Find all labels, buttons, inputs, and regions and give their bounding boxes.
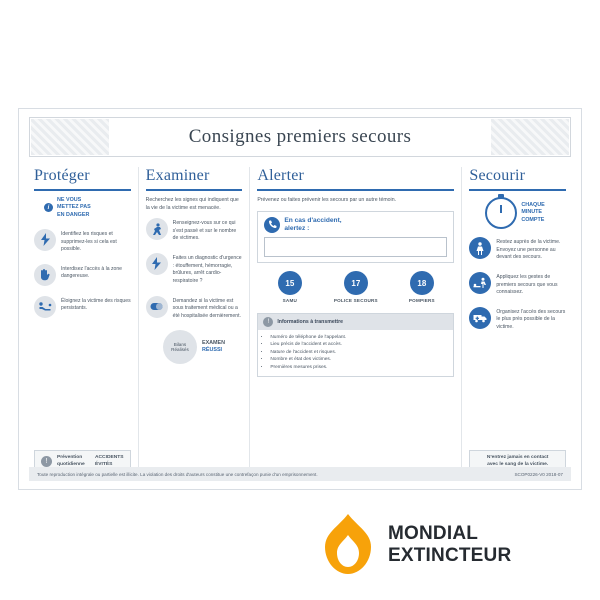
column-heading-examiner: Examiner	[145, 167, 210, 184]
flame-icon	[318, 513, 378, 575]
info-box-title: Informations à transmettre	[277, 319, 344, 325]
list-item	[34, 264, 131, 286]
column-heading-alerter: Alerter	[257, 167, 305, 184]
list-item	[34, 296, 131, 318]
column-intro-examiner: Recherchez les signes qui indiquent que la vie de la victime est menacée.	[145, 197, 239, 211]
badge-line-1: EXAMEN	[201, 340, 226, 347]
info-box-list	[270, 334, 447, 371]
alert-box	[257, 211, 454, 263]
heading-rule	[34, 189, 131, 191]
chrono-line-3: COMPTE	[521, 216, 545, 223]
footer-line-2: avec le sang de la victime.	[487, 461, 549, 467]
list-item	[34, 229, 131, 254]
footer-line-1: N'entrez jamais en contact	[486, 455, 549, 461]
column-secourir	[461, 167, 573, 467]
logo-line-1: MONDIAL	[388, 522, 479, 544]
list-item-text: Identifiez les risques et supprimez-les si cela est possible.	[61, 230, 117, 253]
lightning-icon	[146, 253, 168, 275]
pill-icon	[146, 296, 168, 318]
legal-strip	[29, 467, 571, 481]
list-item: • Premières mesures prises.	[270, 364, 447, 371]
list-item	[469, 307, 566, 332]
list-item-text: Faites un diagnostic d'urgence : étouffement, hémorragie, brûlures, arrêt cardio-respiratoire ?	[172, 254, 242, 284]
number-badge: 15	[278, 271, 302, 295]
info-transmit-box	[257, 313, 454, 377]
alert-title-line-1: En cas d'accident,	[284, 216, 342, 224]
column-heading-secourir: Secourir	[469, 167, 526, 184]
phone-icon	[264, 217, 280, 233]
number-badge: 18	[410, 271, 434, 295]
columns-container	[27, 167, 573, 467]
list-item: • Numéro de téléphone de l'appelant.	[270, 334, 447, 341]
alert-number-input[interactable]	[264, 237, 447, 257]
lightning-icon	[34, 229, 56, 251]
chronometer-badge	[485, 197, 566, 229]
legal-text: Toute reproduction intégrale ou partielle est illicite. La violation des droits d'auteurs constitue une contrefaçon punie d'un emprisonnement.	[37, 471, 318, 477]
list-item	[469, 272, 566, 297]
badge-bilans-text	[202, 340, 225, 354]
bilans-circle	[163, 330, 197, 364]
exclamation-icon: !	[41, 456, 52, 467]
list-item	[469, 237, 566, 262]
info-icon: i	[44, 203, 53, 212]
list-item-text: Demandez si la victime est sous traitement médical ou a été hospitalisée dernièrement.	[172, 297, 241, 319]
emergency-number-samu	[257, 271, 322, 303]
bilans-line-1: Bilans	[173, 341, 187, 347]
page-title: Consignes premiers secours	[173, 126, 428, 148]
danger-line-2: METTEZ PAS	[57, 204, 91, 211]
footer-text-left: Prévention quotidienne	[57, 455, 85, 467]
standing-person-icon	[469, 237, 491, 259]
list-item-text: Appliquez les gestes de premiers secours que vous connaissez.	[496, 273, 558, 296]
number-label: POLICE SECOURS	[333, 298, 378, 303]
legal-reference: SCOP0226-V0 2018-07	[514, 471, 563, 477]
poster-title-band	[29, 117, 571, 157]
ambulance-icon	[469, 307, 491, 329]
list-item: • Nombre et état des victimes.	[270, 356, 447, 363]
column-heading-proteger: Protéger	[34, 167, 90, 184]
bilans-line-2: Réalisés	[171, 347, 189, 353]
column-proteger	[27, 167, 138, 467]
emergency-number-police	[323, 271, 388, 303]
list-item-text: Éloignez la victime des risques persistants.	[61, 297, 131, 312]
rescue-drag-icon	[34, 296, 56, 318]
heading-rule	[469, 189, 566, 191]
badge-line-2: RÉUSSI	[201, 347, 223, 354]
footer-text-right: ACCIDENTS ÉVITÉS	[94, 455, 124, 467]
number-label: SAMU	[282, 298, 297, 303]
danger-warning	[44, 197, 131, 219]
emergency-numbers	[257, 271, 454, 303]
number-label: POMPIERS	[408, 298, 435, 303]
chrono-line-1: CHAQUE	[521, 201, 545, 208]
emergency-number-pompiers	[389, 271, 454, 303]
heading-rule	[146, 189, 243, 191]
list-item: • Nature de l'accident et risques.	[270, 349, 447, 356]
alert-title-line-2: alertez :	[284, 224, 310, 232]
exclamation-icon: !	[263, 317, 273, 327]
stopwatch-icon	[485, 197, 517, 229]
list-item-text: Renseignez-vous sur ce qui s'est passé et sur le nombre de victimes.	[172, 220, 237, 242]
danger-line-1: NE VOUS	[57, 197, 82, 203]
running-person-icon	[146, 218, 168, 240]
list-item-text: Organisez l'accès des secours le plus près possible de la victime.	[496, 308, 566, 331]
brand-logo	[318, 513, 511, 575]
column-intro-alerter: Prévenez ou faites prévenir les secours par un autre témoin.	[257, 197, 397, 203]
logo-line-2: EXTINCTEUR	[388, 544, 512, 566]
badge-bilans	[146, 330, 243, 364]
list-item	[146, 218, 243, 243]
danger-line-3: EN DANGER	[57, 211, 90, 218]
heading-rule	[257, 189, 454, 191]
hand-stop-icon	[34, 264, 56, 286]
list-item	[146, 296, 243, 321]
column-examiner	[138, 167, 250, 467]
number-badge: 17	[344, 271, 368, 295]
list-item	[146, 253, 243, 286]
list-item-text: Restez auprès de la victime. Envoyez une personne au devant des secours.	[496, 239, 561, 261]
cpr-icon	[469, 272, 491, 294]
list-item-text: Interdisez l'accès à la zone dangereuse.	[61, 265, 122, 280]
poster	[18, 108, 582, 490]
chrono-line-2: MINUTE	[521, 209, 543, 216]
column-alerter	[249, 167, 461, 467]
list-item: • Lieu précis de l'accident et accès.	[270, 341, 447, 348]
